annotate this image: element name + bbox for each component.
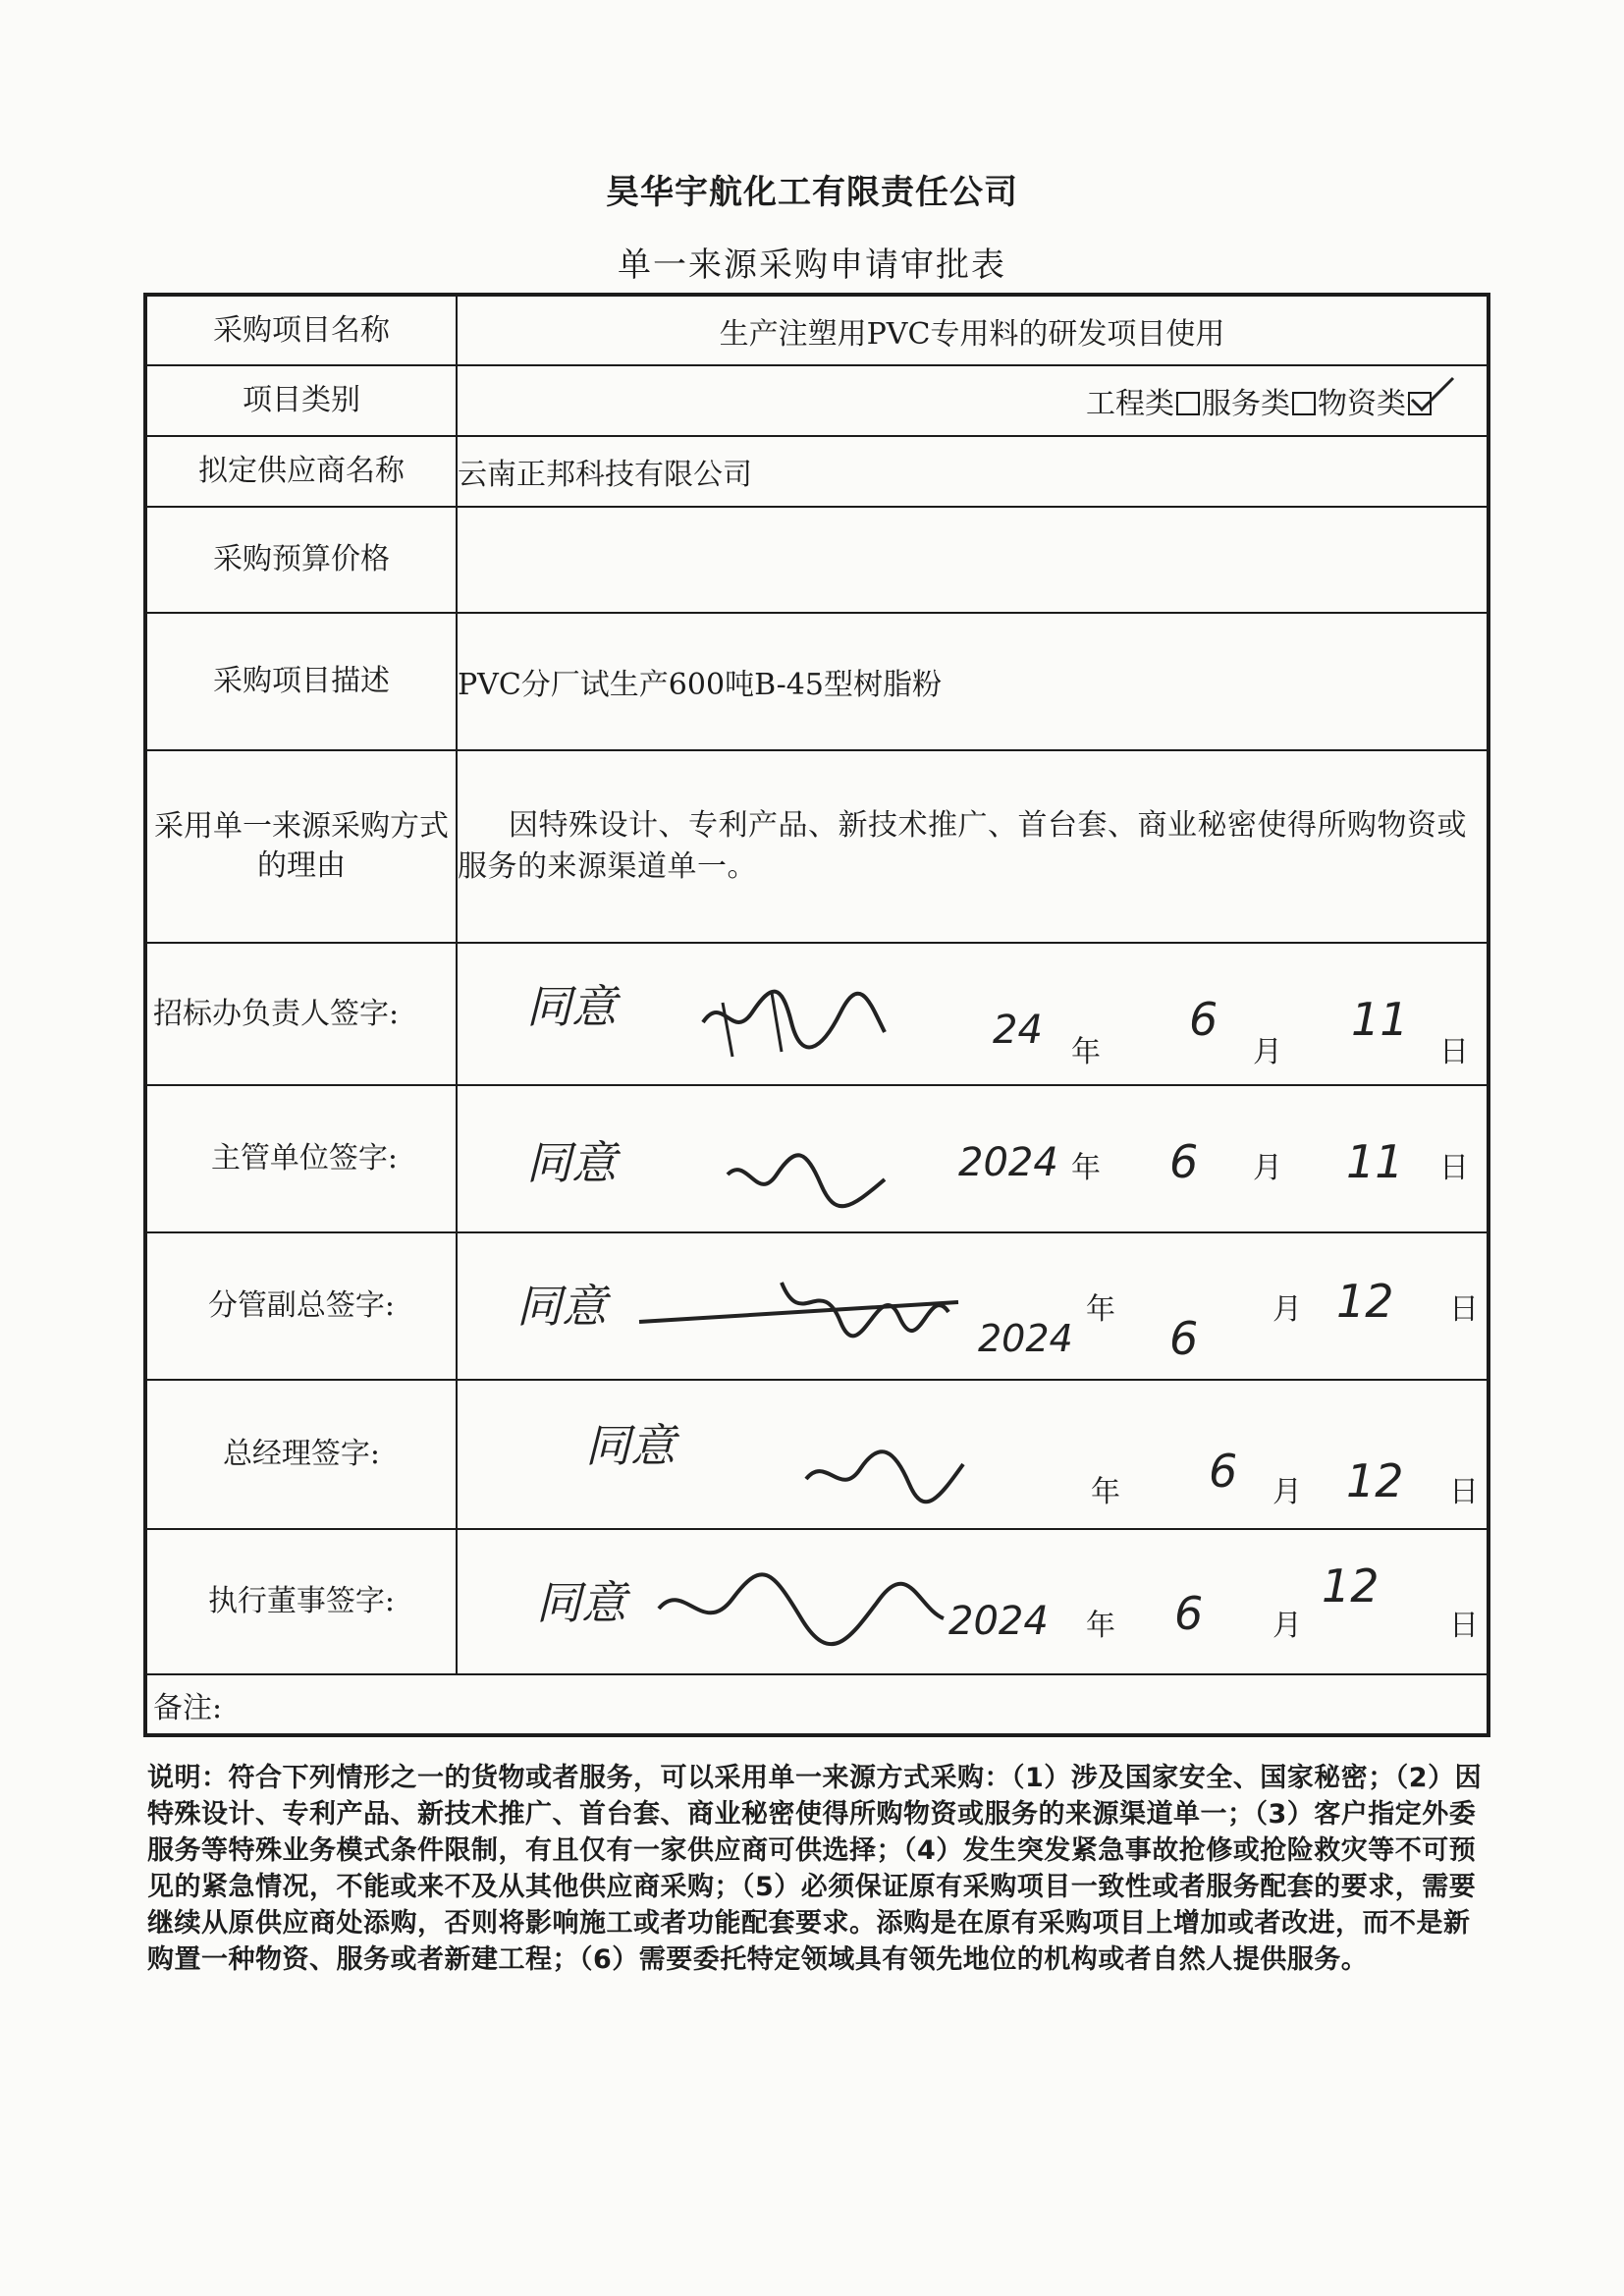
form-title: 单一来源采购申请审批表 <box>618 246 1006 285</box>
year-handwritten: 2024 <box>958 1140 1058 1185</box>
signature-label: 招标办负责人签字: <box>145 943 457 1085</box>
day-handwritten: 11 <box>1351 993 1409 1046</box>
day-label: 日 <box>1439 1151 1469 1185</box>
day-label: 日 <box>1439 1035 1469 1069</box>
year-label: 年 <box>1086 1292 1115 1327</box>
project-name-value: 生产注塑用PVC专用料的研发项目使用 <box>457 295 1489 365</box>
description-label: 采购项目描述 <box>145 613 457 750</box>
month-label: 月 <box>1272 1609 1302 1643</box>
day-handwritten: 12 <box>1336 1275 1394 1328</box>
year-handwritten: 2024 <box>948 1599 1049 1644</box>
row-signature-deputy-gm <box>145 1232 1489 1380</box>
row-project-name <box>145 295 1489 365</box>
month-label: 月 <box>1253 1151 1282 1185</box>
category-value <box>457 365 1489 436</box>
supplier-value: 云南正邦科技有限公司 <box>457 436 1489 507</box>
day-handwritten: 12 <box>1322 1559 1380 1613</box>
checkbox-material-checked[interactable] <box>1408 392 1432 415</box>
day-label: 日 <box>1449 1609 1479 1643</box>
month-label: 月 <box>1272 1475 1302 1509</box>
year-handwritten: 24 <box>993 1008 1043 1053</box>
signature-area <box>457 943 1489 1085</box>
opinion-handwritten: 同意 <box>526 980 617 1033</box>
checkbox-service[interactable] <box>1292 392 1316 415</box>
month-handwritten: 6 <box>1209 1445 1238 1498</box>
month-handwritten: 6 <box>1169 1135 1199 1188</box>
month-handwritten: 6 <box>1189 993 1218 1046</box>
approval-form-table <box>143 293 1490 1737</box>
instructions-note: 说明：符合下列情形之一的货物或者服务，可以采用单一来源方式采购：（1）涉及国家安全、国家秘密；（2）因特殊设计、专利产品、新技术推广、首台套、商业秘密使得所购物资或服务的来源渠道单一；（3）客户指定外委服务等特殊业务模式条件限制，有且仅有一家供应商可供选择；（4）发生突发紧急事故抢修或抢险救灾等不可预见的紧急情况，不能或来不及从其他供应商采购；（5）必须保证原有采购项目一致性或者服务配套的要求，需要继续从原供应商处添购，否则将影响施工或者功能配套要求。添购是在原有采购项目上增加或者改进，而不是新购置一种物资、服务或者新建工程；（6）需要委托特定领域具有领先地位的机构或者自然人提供服务。 <box>147 1763 1483 1975</box>
budget-value <box>457 507 1489 613</box>
day-label: 日 <box>1449 1475 1479 1509</box>
year-handwritten: 2024 <box>978 1317 1073 1360</box>
category-label: 项目类别 <box>145 365 457 436</box>
opinion-handwritten: 同意 <box>526 1136 617 1189</box>
signature-area <box>457 1529 1489 1674</box>
day-handwritten: 11 <box>1346 1135 1404 1188</box>
row-remark <box>145 1674 1489 1735</box>
year-label: 年 <box>1071 1035 1101 1069</box>
category-option-service: 服务类 <box>1202 387 1290 421</box>
checkbox-engineering[interactable] <box>1176 392 1200 415</box>
opinion-handwritten: 同意 <box>536 1576 626 1629</box>
supplier-label: 拟定供应商名称 <box>145 436 457 507</box>
signature-label: 执行董事签字: <box>145 1529 457 1674</box>
opinion-handwritten: 同意 <box>585 1419 676 1472</box>
reason-value: 因特殊设计、专利产品、新技术推广、首台套、商业秘密使得所购物资或服务的来源渠道单一。 <box>457 750 1489 943</box>
category-option-engineering: 工程类 <box>1086 387 1174 421</box>
category-option-material: 物资类 <box>1318 387 1406 421</box>
signature-label: 分管副总签字: <box>145 1232 457 1380</box>
signature-label: 总经理签字: <box>145 1380 457 1529</box>
month-label: 月 <box>1272 1292 1302 1327</box>
company-name: 昊华宇航化工有限责任公司 <box>606 173 1018 212</box>
signature-area <box>457 1232 1489 1380</box>
opinion-handwritten: 同意 <box>516 1280 607 1333</box>
row-supplier <box>145 436 1489 507</box>
year-label: 年 <box>1086 1609 1115 1643</box>
budget-label: 采购预算价格 <box>145 507 457 613</box>
project-name-label: 采购项目名称 <box>145 295 457 365</box>
remark-label: 备注: <box>145 1674 1489 1735</box>
month-handwritten: 6 <box>1169 1312 1199 1365</box>
row-signature-supervising-unit <box>145 1085 1489 1232</box>
row-description <box>145 613 1489 750</box>
signature-area <box>457 1380 1489 1529</box>
handwritten-signature-icon <box>693 973 890 1062</box>
handwritten-signature-icon <box>634 1263 968 1341</box>
reason-label: 采用单一来源采购方式的理由 <box>145 750 457 943</box>
handwritten-signature-icon <box>654 1559 948 1648</box>
month-label: 月 <box>1253 1035 1282 1069</box>
handwritten-signature-icon <box>801 1440 968 1508</box>
signature-area <box>457 1085 1489 1232</box>
handwritten-signature-icon <box>723 1145 890 1214</box>
day-handwritten: 12 <box>1346 1454 1404 1507</box>
row-category <box>145 365 1489 436</box>
row-signature-bidding-office <box>145 943 1489 1085</box>
row-budget <box>145 507 1489 613</box>
checkmark-icon <box>1408 374 1455 413</box>
row-signature-general-manager <box>145 1380 1489 1529</box>
signature-label: 主管单位签字: <box>145 1085 457 1232</box>
row-signature-executive-director <box>145 1529 1489 1674</box>
year-label: 年 <box>1071 1151 1101 1185</box>
year-label: 年 <box>1091 1475 1120 1509</box>
description-value: PVC分厂试生产600吨B-45型树脂粉 <box>457 613 1489 750</box>
month-handwritten: 6 <box>1174 1587 1204 1640</box>
day-label: 日 <box>1449 1292 1479 1327</box>
row-reason <box>145 750 1489 943</box>
